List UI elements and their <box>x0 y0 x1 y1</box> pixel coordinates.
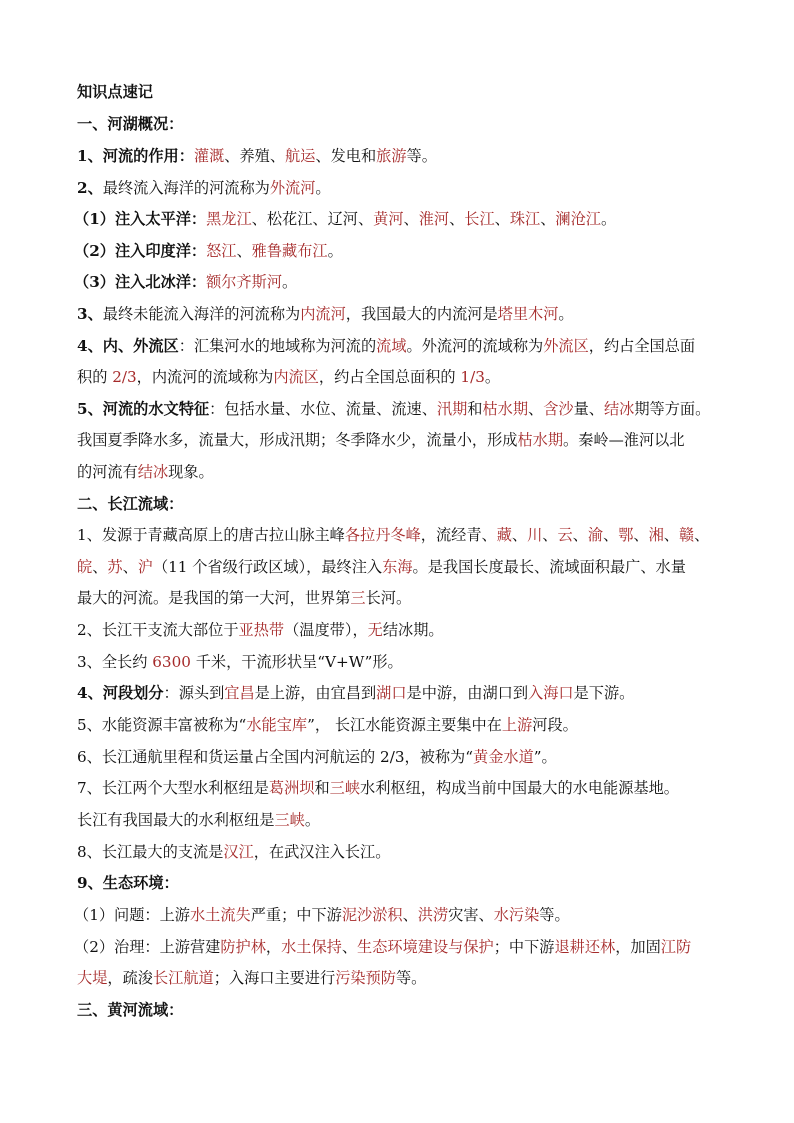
text-segment: ，约占全国总面 <box>588 337 696 355</box>
text-segment: ，约占全国总面积的 <box>318 368 461 386</box>
text-line <box>0 425 794 455</box>
text-segment: ， <box>265 938 282 956</box>
text-segment: 、 <box>449 210 465 228</box>
text-segment: 6、长江通航里程和货运量占全国内河航运的 2/3，被称为“ <box>77 748 474 766</box>
highlight-term: 东海 <box>382 558 413 576</box>
text-segment: 积的 <box>77 368 113 386</box>
text-segment: 的河流有 <box>77 463 138 481</box>
text-segment: 最大的河流。是我国的第一大河，世界第 <box>77 589 351 607</box>
text-segment: ；入海口主要进行 <box>213 969 336 987</box>
highlight-term: 赣 <box>678 526 695 544</box>
text-line <box>0 267 794 297</box>
text-segment: ，内流河的流域称为 <box>136 368 274 386</box>
highlight-term: 旅游 <box>376 147 407 165</box>
highlight-term: 上游 <box>501 716 533 734</box>
highlight-term: 防护林 <box>220 938 266 956</box>
bold-heading: （2）注入印度洋： <box>74 242 207 260</box>
highlight-term: 洪涝 <box>417 906 449 924</box>
highlight-term: 流域 <box>376 337 407 355</box>
bold-heading: 5、河流的水文特征 <box>77 400 210 418</box>
text-segment: 量、 <box>573 400 604 418</box>
highlight-term: 1/3 <box>460 368 485 386</box>
highlight-term: 灌溉 <box>193 147 225 165</box>
text-line <box>0 837 794 867</box>
highlight-term: 汉江 <box>223 843 254 861</box>
highlight-term: 黄金水道 <box>473 748 534 766</box>
text-line <box>0 932 794 962</box>
text-segment: 、 <box>402 906 418 924</box>
highlight-term: 淮河 <box>418 210 450 228</box>
highlight-term: 入海口 <box>528 684 574 702</box>
highlight-term: 葛洲坝 <box>268 779 315 797</box>
text-segment: 长江有我国最大的水利枢纽是 <box>77 811 275 829</box>
text-segment: 、 <box>663 526 679 544</box>
text-segment: 2、长江干支流大部位于 <box>77 621 239 639</box>
bold-heading: （1）注入太平洋： <box>74 210 207 228</box>
highlight-term: 航运 <box>285 147 316 165</box>
text-segment: 、 <box>122 558 138 576</box>
text-segment: 是中游，由湖口到 <box>406 684 529 702</box>
highlight-term: 泥沙淤积 <box>341 906 403 924</box>
text-segment: 、 <box>694 526 710 544</box>
text-segment: ，流经青、 <box>420 526 497 544</box>
text-line <box>0 173 794 203</box>
text-segment: 最终未能流入海洋的河流称为 <box>102 305 301 323</box>
highlight-term: 江防 <box>660 938 692 956</box>
highlight-term: 长江 <box>464 210 495 228</box>
text-segment: ；中下游 <box>493 938 555 956</box>
text-segment: 等。 <box>539 906 570 924</box>
bold-heading: 3、 <box>77 305 103 323</box>
highlight-term: 无 <box>367 621 383 639</box>
text-segment: 、 <box>528 400 544 418</box>
text-line <box>0 299 794 329</box>
text-segment: 期等方面。 <box>634 400 711 418</box>
bold-heading: 二、长江流域： <box>77 495 184 513</box>
highlight-term: 怒江 <box>206 242 237 260</box>
highlight-term: 苏 <box>107 558 123 576</box>
text-segment: ，疏浚 <box>107 969 153 987</box>
text-segment: （11 个省级行政区域），最终注入 <box>152 558 383 576</box>
text-line <box>0 362 794 392</box>
highlight-term: 生态环境建设与保护 <box>357 938 494 956</box>
text-segment: 和 <box>467 400 483 418</box>
highlight-term: 皖 <box>77 558 93 576</box>
highlight-term: 2/3 <box>112 368 137 386</box>
highlight-term: 宜昌 <box>224 684 255 702</box>
highlight-term: 黄河 <box>373 210 404 228</box>
text-segment: 、 <box>341 938 358 956</box>
text-segment: 。 <box>327 242 343 260</box>
text-segment: ，在武汉注入长江。 <box>253 843 391 861</box>
text-segment: （1）问题：上游 <box>74 906 190 924</box>
text-segment: 、 <box>603 526 619 544</box>
text-line <box>0 742 794 772</box>
text-line <box>0 963 794 993</box>
text-segment: 。 <box>282 273 298 291</box>
highlight-term: 亚热带 <box>238 621 285 639</box>
text-segment: 、养殖、 <box>224 147 286 165</box>
text-segment: 。秦岭—淮河以北 <box>563 431 685 449</box>
highlight-term: 川 <box>527 526 543 544</box>
text-segment: 。 <box>484 368 501 386</box>
text-line <box>0 805 794 835</box>
text-line <box>0 236 794 266</box>
text-segment: 水利枢纽，构成当前中国最大的水电能源基地。 <box>360 779 679 797</box>
text-segment: 是下游。 <box>573 684 635 702</box>
text-line <box>0 900 794 930</box>
text-segment: 千米，干流形状呈“V+W”形。 <box>190 653 403 671</box>
text-segment: 、 <box>92 558 108 576</box>
text-segment: ”， 长江水能资源主要集中在 <box>307 716 502 734</box>
text-line <box>0 615 794 645</box>
text-segment: 等。 <box>406 147 437 165</box>
text-segment: 河段。 <box>532 716 578 734</box>
text-segment: 、 <box>511 526 528 544</box>
bold-heading: （3）注入北冰洋： <box>74 273 207 291</box>
text-segment: 最终流入海洋的河流称为 <box>102 179 270 197</box>
highlight-term: 退耕还林 <box>554 938 616 956</box>
text-line <box>0 77 794 107</box>
highlight-term: 水土保持 <box>281 938 342 956</box>
text-line <box>0 647 794 677</box>
highlight-term: 湘 <box>648 526 664 544</box>
text-segment: （2）治理：上游营建 <box>74 938 221 956</box>
text-line <box>0 204 794 234</box>
highlight-term: 雅鲁藏布江 <box>251 242 328 260</box>
text-segment: 、松花江、辽河、 <box>251 210 374 228</box>
highlight-term: 水能宝库 <box>246 716 308 734</box>
highlight-term: 水土流失 <box>189 906 251 924</box>
text-segment: 。 <box>304 811 320 829</box>
text-segment: 现象。 <box>168 463 214 481</box>
text-segment: 、 <box>494 210 510 228</box>
text-segment: 5、水能资源丰富被称为“ <box>77 716 247 734</box>
text-segment: 8、长江最大的支流是 <box>77 843 224 861</box>
text-segment: 。外流河的流域称为 <box>406 337 544 355</box>
text-segment: ：包括水量、水位、流量、流速、 <box>209 400 437 418</box>
text-segment: 等。 <box>395 969 427 987</box>
highlight-term: 内流区 <box>273 368 319 386</box>
bold-heading: 2、 <box>77 179 103 197</box>
highlight-term: 6300 <box>152 653 191 671</box>
highlight-term: 黑龙江 <box>206 210 252 228</box>
highlight-term: 汛期 <box>436 400 468 418</box>
text-segment: 。 <box>600 210 617 228</box>
text-line <box>0 489 794 519</box>
highlight-term: 三 <box>350 589 366 607</box>
highlight-term: 三峡 <box>274 811 305 829</box>
text-segment: （温度带）， <box>284 621 368 639</box>
highlight-term: 鄂 <box>618 526 634 544</box>
highlight-term: 湖口 <box>376 684 407 702</box>
text-segment: 长河。 <box>365 589 412 607</box>
highlight-term: 污染预防 <box>335 969 396 987</box>
highlight-term: 水污染 <box>493 906 540 924</box>
text-line <box>0 583 794 613</box>
bold-heading: 4、内、外流区 <box>77 337 179 355</box>
highlight-term: 内流河 <box>300 305 346 323</box>
text-segment: ：源头到 <box>163 684 225 702</box>
highlight-term: 长江航道 <box>152 969 214 987</box>
highlight-term: 渝 <box>587 526 604 544</box>
bold-heading: 1、河流的作用： <box>77 147 194 165</box>
text-segment: 灾害、 <box>448 906 494 924</box>
highlight-term: 外流区 <box>543 337 589 355</box>
text-segment: 。是我国长度最长、流域面积最广、水量 <box>412 558 686 576</box>
highlight-term: 澜沧江 <box>555 210 601 228</box>
highlight-term: 云 <box>557 526 573 544</box>
text-segment: 、 <box>542 526 558 544</box>
highlight-term: 结冰 <box>603 400 635 418</box>
text-segment: ”。 <box>533 748 557 766</box>
highlight-term: 额尔齐斯河 <box>206 273 283 291</box>
text-segment: 、 <box>633 526 649 544</box>
bold-heading: 三、黄河流域： <box>77 1001 184 1019</box>
text-segment: ，加固 <box>615 938 661 956</box>
text-line <box>0 710 794 740</box>
text-line <box>0 520 794 550</box>
text-line <box>0 552 794 582</box>
text-segment: 严重；中下游 <box>250 906 342 924</box>
text-segment: ，我国最大的内流河是 <box>345 305 498 323</box>
text-segment: 是上游，由宜昌到 <box>254 684 377 702</box>
bold-heading: 知识点速记 <box>77 83 153 101</box>
text-segment: 结冰期。 <box>382 621 444 639</box>
bold-heading: 4、河段划分 <box>77 684 164 702</box>
highlight-term: 沪 <box>137 558 153 576</box>
text-segment: 、 <box>540 210 556 228</box>
text-segment: 、 <box>236 242 252 260</box>
text-segment: 。 <box>558 305 574 323</box>
highlight-term: 珠江 <box>509 210 541 228</box>
text-segment: 7、长江两个大型水利枢纽是 <box>77 779 269 797</box>
text-line <box>0 868 794 898</box>
highlight-term: 各拉丹冬峰 <box>344 526 421 544</box>
text-line <box>0 394 794 424</box>
text-segment: ：汇集河水的地域称为河流的 <box>178 337 377 355</box>
text-segment: 3、全长约 <box>77 653 153 671</box>
text-segment: 、 <box>572 526 588 544</box>
bold-heading: 9、生态环境： <box>77 874 179 892</box>
text-line <box>0 109 794 139</box>
text-segment: 我国夏季降水多，流量大，形成汛期；冬季降水少，流量小，形成 <box>77 431 518 449</box>
text-segment: 1、发源于青藏高原上的唐古拉山脉主峰 <box>77 526 345 544</box>
text-line <box>0 457 794 487</box>
text-segment: 和 <box>314 779 330 797</box>
highlight-term: 枯水期 <box>482 400 529 418</box>
text-line <box>0 141 794 171</box>
bold-heading: 一、河湖概况： <box>77 115 184 133</box>
highlight-term: 枯水期 <box>517 431 563 449</box>
text-line <box>0 678 794 708</box>
text-segment: 、 <box>403 210 419 228</box>
highlight-term: 塔里木河 <box>497 305 559 323</box>
highlight-term: 藏 <box>496 526 512 544</box>
text-segment: 、发电和 <box>315 147 377 165</box>
highlight-term: 含沙 <box>543 400 574 418</box>
text-line <box>0 331 794 361</box>
highlight-term: 大堤 <box>77 969 108 987</box>
highlight-term: 结冰 <box>137 463 169 481</box>
highlight-term: 外流河 <box>269 179 316 197</box>
highlight-term: 三峡 <box>329 779 361 797</box>
text-line <box>0 995 794 1025</box>
text-segment: 。 <box>315 179 331 197</box>
text-line <box>0 773 794 803</box>
